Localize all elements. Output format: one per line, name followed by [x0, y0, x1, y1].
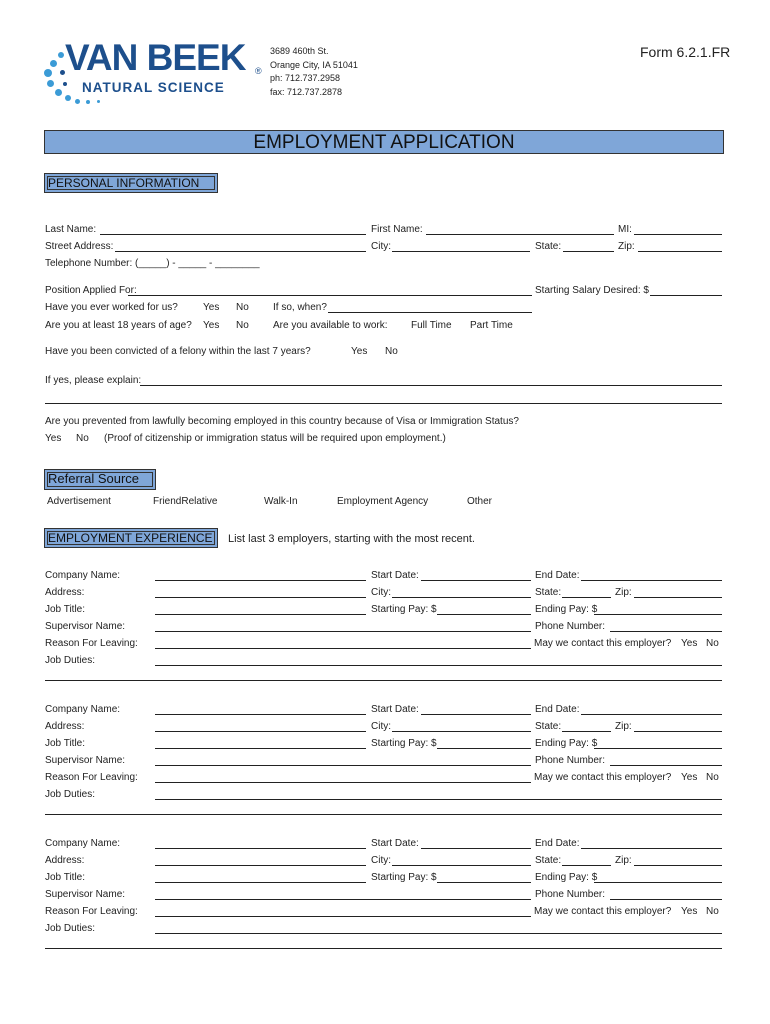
zip-label: Zip: [615, 587, 632, 598]
logo-subtitle: NATURAL SCIENCE [82, 80, 225, 95]
logo-dot [97, 100, 100, 103]
logo-dot [44, 69, 52, 77]
company-name-field[interactable] [155, 580, 366, 581]
section-heading-label: Referral Source [48, 471, 140, 486]
logo-dot [55, 89, 62, 96]
address-line: 3689 460th St. [270, 46, 329, 56]
zip-field[interactable] [634, 597, 722, 598]
worked-here-question: Have you ever worked for us? [45, 302, 178, 313]
starting-pay-label: Starting Pay: $ [371, 872, 437, 883]
company-name-label: Company Name: [45, 838, 121, 849]
zip-label: Zip: [615, 721, 632, 732]
address-line: Orange City, IA 51041 [270, 59, 358, 70]
job-title-label: Job Title: [45, 604, 86, 615]
starting-pay-field[interactable] [437, 882, 531, 883]
ending-pay-label: Ending Pay: $ [535, 872, 598, 883]
section-heading-employment [44, 528, 218, 548]
city-field[interactable] [392, 251, 530, 252]
start-date-field[interactable] [421, 848, 531, 849]
start-date-field[interactable] [421, 580, 531, 581]
supervisor-label: Supervisor Name: [45, 755, 126, 766]
address-label: Address: [45, 855, 85, 866]
reason-label: Reason For Leaving: [45, 638, 138, 649]
contact-no-option[interactable]: No [706, 772, 719, 783]
street-label: Street Address: [45, 241, 114, 252]
job-duties-field[interactable] [155, 933, 722, 934]
zip-label: Zip: [618, 241, 635, 252]
position-label: Position Applied For: [45, 285, 137, 296]
contact-no-option[interactable]: No [706, 638, 719, 649]
logo-dot [65, 95, 71, 101]
city-label: City: [371, 721, 391, 732]
section-heading-label: PERSONAL INFORMATION [48, 176, 200, 190]
address-label: Address: [45, 587, 85, 598]
logo-wordmark: VAN BEEK [65, 37, 246, 78]
zip-field[interactable] [638, 251, 722, 252]
referral-option-friend-relative[interactable]: FriendRelative [153, 496, 218, 507]
state-field[interactable] [562, 597, 611, 598]
part-time-option[interactable]: Part Time [470, 320, 513, 331]
logo-dot [58, 52, 64, 58]
state-label: State: [535, 721, 562, 732]
starting-pay-label: Starting Pay: $ [371, 604, 437, 615]
city-label: City: [371, 587, 391, 598]
ending-pay-field[interactable] [594, 882, 722, 883]
age-no-option[interactable]: No [236, 320, 249, 331]
phone-number-field[interactable] [610, 899, 722, 900]
company-name-field[interactable] [155, 848, 366, 849]
end-date-field[interactable] [581, 714, 722, 715]
state-label: State: [535, 587, 562, 598]
state-label: State: [535, 241, 562, 252]
logo-dot [86, 100, 90, 104]
contact-employer-question: May we contact this employer? [534, 772, 672, 783]
reason-label: Reason For Leaving: [45, 906, 138, 917]
end-date-label: End Date: [535, 570, 580, 581]
supervisor-field[interactable] [155, 765, 531, 766]
contact-employer-question: May we contact this employer? [534, 638, 672, 649]
visa-no-option[interactable]: No [76, 433, 89, 444]
contact-yes-option[interactable]: Yes [681, 638, 698, 649]
telephone-field[interactable]: Telephone Number: (_____) - _____ - ________ [45, 258, 260, 269]
job-duties-field[interactable] [155, 665, 722, 666]
worked-yes-option[interactable]: Yes [203, 302, 220, 313]
mi-label: MI: [618, 224, 632, 235]
explain-field[interactable] [140, 385, 722, 386]
city-field[interactable] [392, 731, 531, 732]
state-label: State: [535, 855, 562, 866]
job-duties-label: Job Duties: [45, 655, 96, 666]
supervisor-field[interactable] [155, 899, 531, 900]
job-title-label: Job Title: [45, 872, 86, 883]
logo-dot [75, 99, 80, 104]
ending-pay-label: Ending Pay: $ [535, 604, 598, 615]
starting-pay-field[interactable] [437, 614, 531, 615]
phone-line: ph: 712.737.2958 [270, 73, 341, 83]
reason-field[interactable] [155, 782, 531, 783]
phone-number-field[interactable] [610, 765, 722, 766]
salary-field[interactable] [650, 295, 722, 296]
supervisor-label: Supervisor Name: [45, 889, 126, 900]
phone-number-label: Phone Number: [535, 755, 606, 766]
city-label: City: [371, 241, 391, 252]
visa-yes-option[interactable]: Yes [45, 433, 62, 444]
first-name-field[interactable] [426, 234, 614, 235]
job-duties-field-line-2[interactable] [45, 814, 722, 815]
state-field[interactable] [562, 865, 611, 866]
last-name-label: Last Name: [45, 224, 97, 235]
job-title-field[interactable] [155, 882, 366, 883]
job-title-field[interactable] [155, 614, 366, 615]
employment-instructions: List last 3 employers, starting with the most recent. [228, 533, 475, 545]
first-name-label: First Name: [371, 224, 423, 235]
worked-no-option[interactable]: No [236, 302, 249, 313]
reason-field[interactable] [155, 916, 531, 917]
section-heading-referral [44, 469, 156, 490]
section-heading-personal [44, 173, 218, 193]
phone-number-label: Phone Number: [535, 889, 606, 900]
starting-pay-field[interactable] [437, 748, 531, 749]
state-field[interactable] [563, 251, 614, 252]
ending-pay-field[interactable] [594, 748, 722, 749]
supervisor-label: Supervisor Name: [45, 621, 126, 632]
address-label: Address: [45, 721, 85, 732]
position-field[interactable] [128, 295, 532, 296]
end-date-field[interactable] [581, 580, 722, 581]
street-field[interactable] [115, 251, 366, 252]
job-duties-field-line-2[interactable] [45, 948, 722, 949]
phone-number-field[interactable] [610, 631, 722, 632]
starting-pay-label: Starting Pay: $ [371, 738, 437, 749]
felony-yes-option[interactable]: Yes [351, 346, 368, 357]
contact-yes-option[interactable]: Yes [681, 772, 698, 783]
explain-field-line-2[interactable] [45, 403, 722, 404]
end-date-field[interactable] [581, 848, 722, 849]
fax-line: fax: 712.737.2878 [270, 86, 343, 97]
start-date-label: Start Date: [371, 838, 419, 849]
last-name-field[interactable] [100, 234, 366, 235]
visa-note: (Proof of citizenship or immigration status will be required upon employment.) [104, 433, 446, 444]
availability-question: Are you available to work: [273, 320, 388, 331]
mi-field[interactable] [634, 234, 722, 235]
reason-field[interactable] [155, 648, 531, 649]
explain-label: If yes, please explain: [45, 375, 142, 386]
city-field[interactable] [392, 865, 531, 866]
city-field[interactable] [392, 597, 531, 598]
ending-pay-label: Ending Pay: $ [535, 738, 598, 749]
start-date-label: Start Date: [371, 570, 419, 581]
company-name-field[interactable] [155, 714, 366, 715]
city-label: City: [371, 855, 391, 866]
salary-label: Starting Salary Desired: $ [535, 285, 649, 296]
logo-registered-mark: ® [255, 66, 262, 76]
job-title-field[interactable] [155, 748, 366, 749]
address-field[interactable] [155, 731, 366, 732]
job-duties-label: Job Duties: [45, 789, 96, 800]
age-yes-option[interactable]: Yes [203, 320, 220, 331]
ending-pay-field[interactable] [594, 614, 722, 615]
referral-option-employment-agency[interactable]: Employment Agency [337, 496, 429, 507]
logo-dot [63, 82, 67, 86]
job-duties-label: Job Duties: [45, 923, 96, 934]
felony-question: Have you been convicted of a felony within the last 7 years? [45, 346, 311, 357]
contact-employer-question: May we contact this employer? [534, 906, 672, 917]
zip-field[interactable] [634, 865, 722, 866]
reason-label: Reason For Leaving: [45, 772, 138, 783]
referral-option-advertisement[interactable]: Advertisement [47, 496, 111, 507]
company-name-label: Company Name: [45, 704, 121, 715]
page-title: EMPLOYMENT APPLICATION [44, 130, 724, 154]
end-date-label: End Date: [535, 838, 580, 849]
address-field[interactable] [155, 865, 366, 866]
referral-option-other[interactable]: Other [467, 496, 493, 507]
if-so-when-field[interactable] [328, 312, 532, 313]
state-field[interactable] [562, 731, 611, 732]
felony-no-option[interactable]: No [385, 346, 398, 357]
job-title-label: Job Title: [45, 738, 86, 749]
section-heading-label: EMPLOYMENT EXPERIENCE [48, 531, 213, 545]
supervisor-field[interactable] [155, 631, 531, 632]
zip-field[interactable] [634, 731, 722, 732]
logo-dot [50, 60, 57, 67]
job-duties-field-line-2[interactable] [45, 680, 722, 681]
if-so-when-label: If so, when? [273, 302, 327, 313]
company-name-label: Company Name: [45, 570, 121, 581]
zip-label: Zip: [615, 855, 632, 866]
end-date-label: End Date: [535, 704, 580, 715]
form-number: Form 6.2.1.FR [640, 44, 731, 60]
contact-no-option[interactable]: No [706, 906, 719, 917]
full-time-option[interactable]: Full Time [411, 320, 452, 331]
start-date-field[interactable] [421, 714, 531, 715]
phone-number-label: Phone Number: [535, 621, 606, 632]
contact-yes-option[interactable]: Yes [681, 906, 698, 917]
age-question: Are you at least 18 years of age? [45, 320, 192, 331]
company-address [270, 45, 358, 99]
start-date-label: Start Date: [371, 704, 419, 715]
address-field[interactable] [155, 597, 366, 598]
referral-option-walk-in[interactable]: Walk-In [264, 496, 298, 507]
visa-question: Are you prevented from lawfully becoming employed in this country because of Visa or Immigration Status? [45, 416, 519, 427]
job-duties-field[interactable] [155, 799, 722, 800]
logo-dot [47, 80, 54, 87]
